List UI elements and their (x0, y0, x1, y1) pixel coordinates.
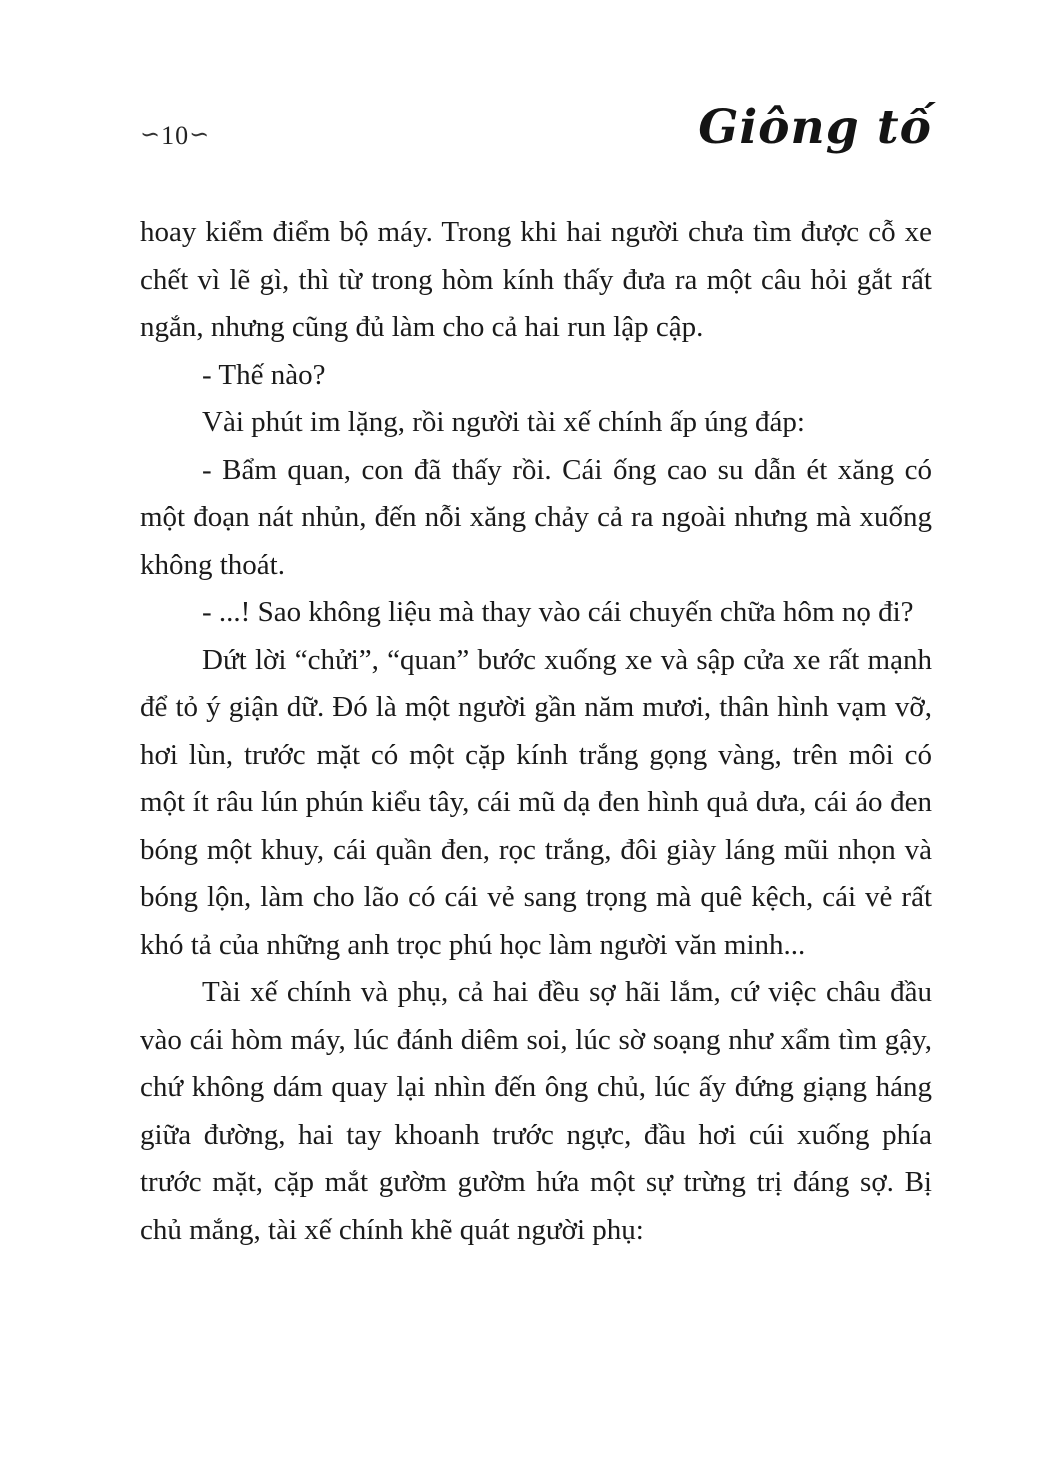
book-title: Giông tố (698, 100, 932, 155)
paragraph: - ...! Sao không liệu mà thay vào cái chuyến chữa hôm nọ đi? (202, 596, 914, 628)
paragraph: - Thế nào? (202, 358, 326, 391)
page-number-group (140, 107, 210, 151)
page-header (140, 100, 932, 155)
page-number-decor-right: ∽ (189, 122, 211, 148)
page-number: 10 (161, 121, 190, 150)
paragraph: hoay kiểm điểm bộ máy. Trong khi hai người chưa tìm được cỗ xe chết vì lẽ gì, thì từ trong hòm kính thấy đưa ra một câu hỏi gắt rất ngắn, nhưng cũng đủ làm cho cả hai run lập cập. (140, 216, 932, 343)
paragraph: Tài xế chính và phụ, cả hai đều sợ hãi lắm, cứ việc châu đầu vào cái hòm máy, lúc đánh diêm soi, lúc sờ soạng như xẩm tìm gậy, chứ không dám quay lại nhìn đến ông chủ, lúc ấy đứng giạng háng giữa đường, hai tay khoanh trước ngực, đầu hơi cúi xuống phía trước mặt, cặp mắt gườm gườm hứa một sự trừng trị đáng sợ. Bị chủ mắng, tài xế chính khẽ quát người phụ: (140, 976, 932, 1246)
page-number-decor-left: ∽ (140, 122, 162, 148)
paragraph: Vài phút im lặng, rồi người tài xế chính ấp úng đáp: (202, 406, 805, 438)
paragraph: - Bẩm quan, con đã thấy rồi. Cái ống cao su dẫn ét xăng có một đoạn nát nhủn, đến nỗi xăng chảy cả ra ngoài nhưng mà xuống không thoát. (140, 453, 932, 581)
page-body (140, 209, 932, 1254)
paragraph: Dứt lời “chửi”, “quan” bước xuống xe và sập cửa xe rất mạnh để tỏ ý giận dữ. Đó là một người gần năm mươi, thân hình vạm vỡ, hơi lùn, trước mặt có một cặp kính trắng gọng vàng, trên môi có một ít râu lún phún kiểu tây, cái mũ dạ đen hình quả dưa, cái áo đen bóng một khuy, cái quần đen, rọc trắng, đôi giày láng mũi nhọn và bóng lộn, làm cho lão có cái vẻ sang trọng mà quê kệch, cái vẻ rất khó tả của những anh trọc phú học làm người văn minh... (140, 643, 932, 961)
